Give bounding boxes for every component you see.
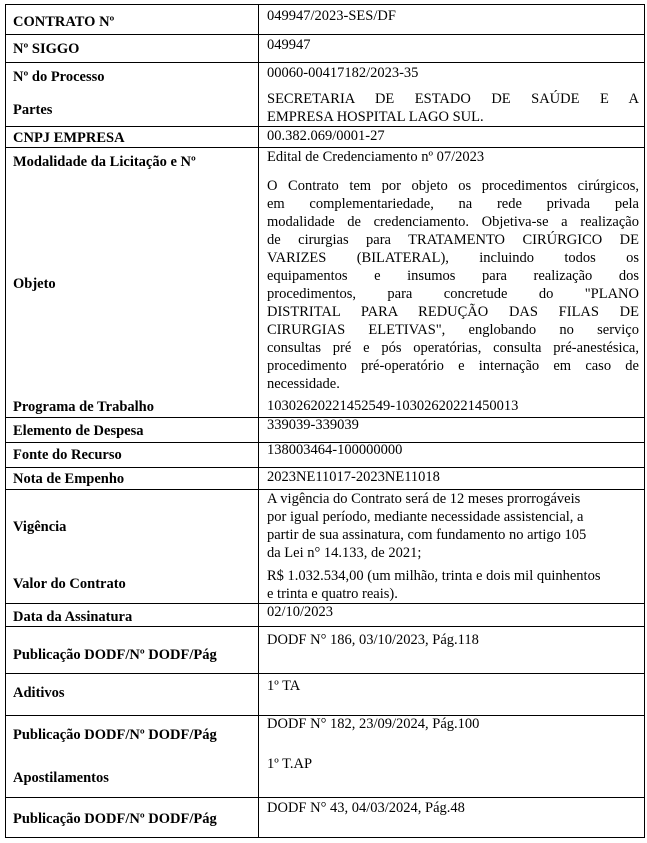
partes-line: SECRETARIA DE ESTADO DE SAÚDE E A: [267, 91, 639, 107]
objeto-line: VARIZES (BILATERAL), incluindo todos os: [267, 250, 639, 266]
table-border-left: [5, 4, 6, 838]
value-modalidade: Edital de Credenciamento nº 07/2023: [267, 149, 485, 165]
label-processo: Nº do Processo: [13, 69, 105, 85]
row-divider: [5, 467, 645, 468]
partes-line: EMPRESA HOSPITAL LAGO SUL.: [267, 109, 484, 125]
value-vigencia: [267, 490, 639, 562]
label-assinatura: Data da Assinatura: [13, 609, 133, 625]
objeto-line: CIRURGIAS ELETIVAS", englobando no serviço: [267, 322, 639, 338]
row-divider: [5, 34, 645, 35]
table-border-bottom: [5, 837, 645, 838]
value-empenho: 2023NE11017-2023NE11018: [267, 469, 440, 485]
value-apostilamentos: 1º T.AP: [267, 756, 313, 772]
table-border-right: [644, 4, 645, 838]
objeto-line: modalidade de credenciamento. Objetiva-se a realização: [267, 214, 639, 230]
row-divider: [5, 673, 645, 674]
objeto-line: necessidade.: [267, 376, 340, 392]
label-cnpj: CNPJ EMPRESA: [13, 130, 125, 146]
objeto-line: procedimentos, para concretude do "PLANO: [267, 286, 639, 302]
valor-line: R$ 1.032.534,00 (um milhão, trinta e dois mil quinhentos: [267, 568, 601, 584]
value-contrato: 049947/2023-SES/DF: [267, 8, 396, 24]
value-aditivos: 1º TA: [267, 678, 301, 694]
table-border-top: [5, 4, 645, 5]
objeto-line: equipamentos e insumos para realização dos: [267, 268, 639, 284]
label-partes: Partes: [13, 102, 53, 118]
value-publicacao-2: DODF N° 182, 23/09/2024, Pág.100: [267, 716, 480, 732]
label-elemento: Elemento de Despesa: [13, 423, 144, 439]
valor-line: e trinta e quatro reais).: [267, 586, 398, 602]
label-programa: Programa de Trabalho: [13, 399, 154, 415]
vigencia-line: da Lei n° 14.133, de 2021;: [267, 545, 422, 561]
row-divider: [5, 62, 645, 63]
value-processo: 00060-00417182/2023-35: [267, 65, 419, 81]
objeto-line: de cirurgias para TRATAMENTO CIRÚRGICO DE: [267, 232, 639, 248]
objeto-line: procedimento pré-operatório e internação em caso de: [267, 358, 639, 374]
label-apostilamentos: Apostilamentos: [13, 770, 109, 786]
value-publicacao-1: DODF N° 186, 03/10/2023, Pág.118: [267, 632, 479, 648]
value-objeto: [267, 177, 639, 393]
value-programa: 10302620221452549-10302620221450013: [267, 398, 519, 414]
label-contrato: CONTRATO Nº: [13, 14, 115, 30]
row-divider: [5, 147, 645, 148]
label-publicacao-1: Publicação DODF/Nº DODF/Pág: [13, 647, 217, 663]
vigencia-line: por igual período, mediante necessidade assistencial, a: [267, 509, 584, 525]
vigencia-line: A vigência do Contrato será de 12 meses prorrogáveis: [267, 491, 581, 507]
label-valor: Valor do Contrato: [13, 576, 126, 592]
label-vigencia: Vigência: [13, 519, 67, 535]
value-cnpj: 00.382.069/0001-27: [267, 128, 385, 144]
value-elemento: 339039-339039: [267, 417, 359, 433]
label-siggo: Nº SIGGO: [13, 41, 80, 57]
value-valor: [267, 567, 639, 603]
column-divider: [258, 4, 259, 838]
value-partes: [267, 90, 639, 126]
objeto-line: DISTRITAL PARA REDUÇÃO DAS FILAS DE: [267, 304, 639, 320]
row-divider: [5, 126, 645, 127]
objeto-line: consultas pré e pós operatórias, consulta pré-anestésica,: [267, 340, 639, 356]
label-publicacao-2: Publicação DODF/Nº DODF/Pág: [13, 727, 217, 743]
label-aditivos: Aditivos: [13, 685, 65, 701]
label-empenho: Nota de Empenho: [13, 471, 125, 487]
value-siggo: 049947: [267, 37, 311, 53]
value-assinatura: 02/10/2023: [267, 604, 334, 620]
value-publicacao-3: DODF N° 43, 04/03/2024, Pág.48: [267, 800, 465, 816]
row-divider: [5, 797, 645, 798]
value-fonte: 138003464-100000000: [267, 442, 403, 458]
label-publicacao-3: Publicação DODF/Nº DODF/Pág: [13, 811, 217, 827]
vigencia-line: partir de sua assinatura, com fundamento no artigo 105: [267, 527, 587, 543]
objeto-line: em complementariedade, na rede privada pela: [267, 196, 639, 212]
contract-summary-table: [5, 4, 645, 838]
label-objeto: Objeto: [13, 276, 56, 292]
row-divider: [5, 626, 645, 627]
objeto-line: O Contrato tem por objeto os procedimentos cirúrgicos,: [267, 178, 639, 194]
label-fonte: Fonte do Recurso: [13, 447, 122, 463]
label-modalidade: Modalidade da Licitação e Nº: [13, 154, 196, 170]
